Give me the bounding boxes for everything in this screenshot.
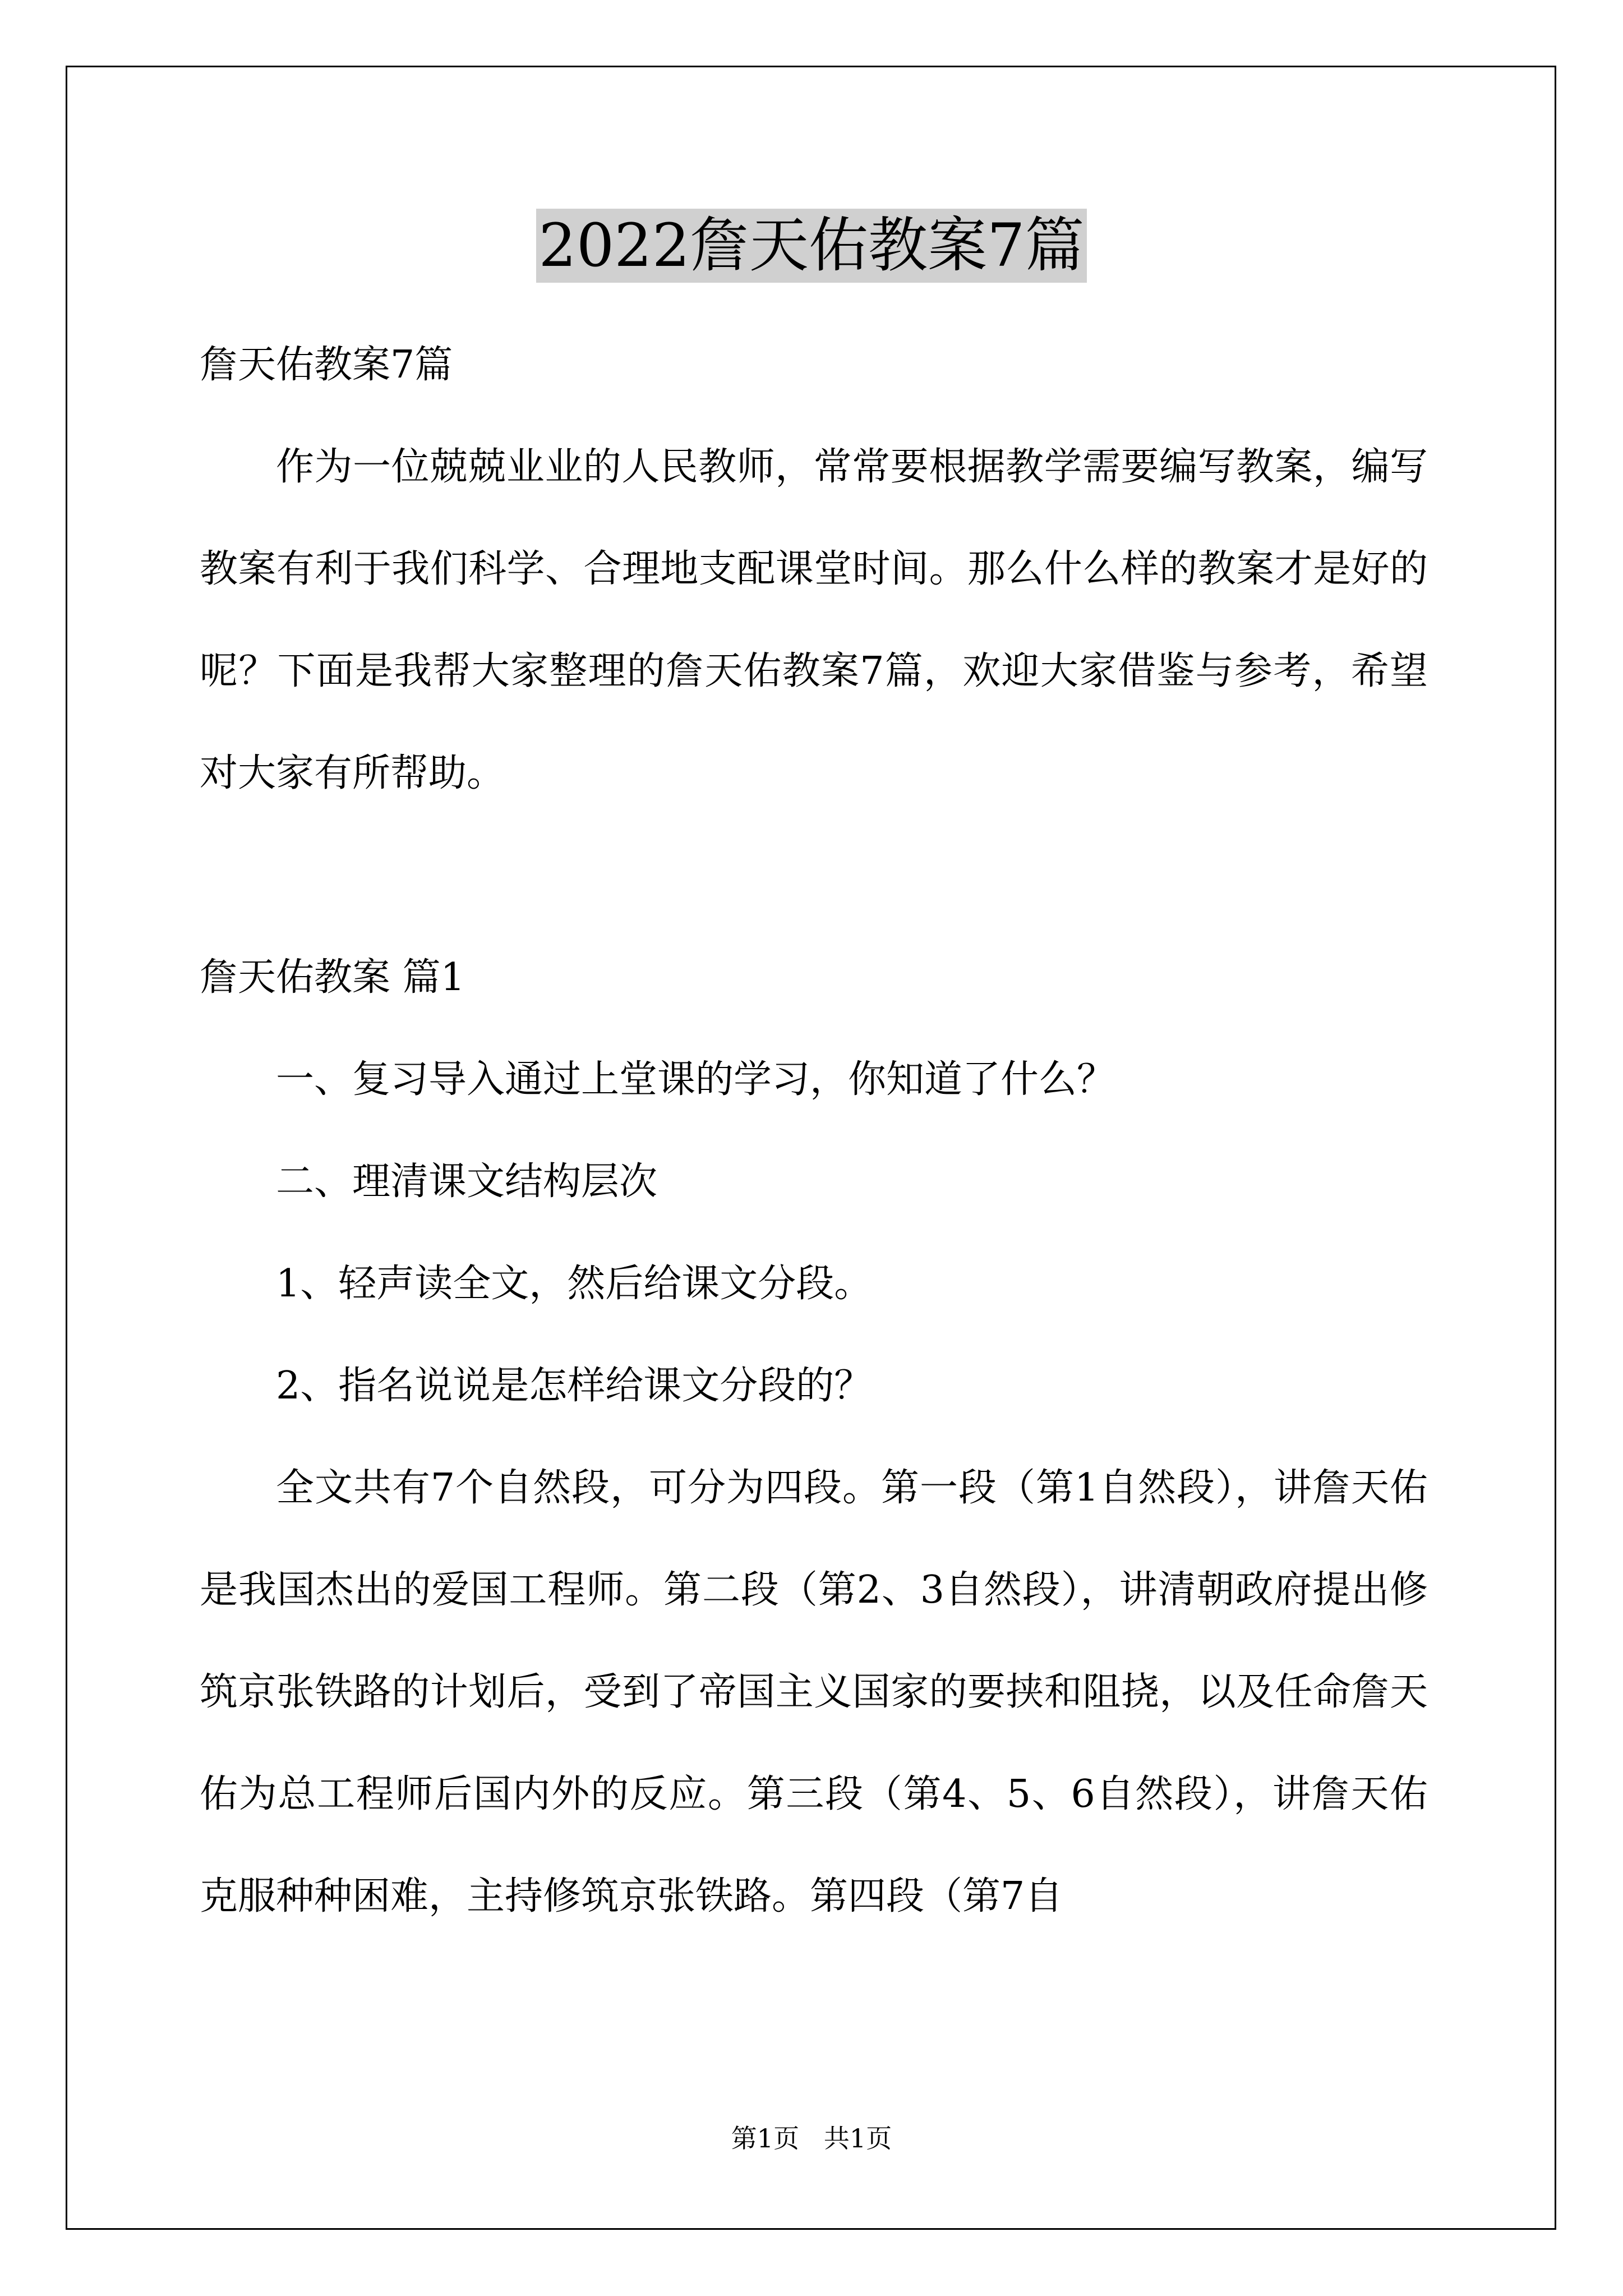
body-paragraph-3: 1、轻声读全文，然后给课文分段。 xyxy=(276,1262,873,1306)
body-paragraph-1: 一、复习导入通过上堂课的学习，你知道了什么？ xyxy=(276,1057,1115,1102)
document-body xyxy=(200,314,1428,1948)
page-footer: 第1页 共1页 xyxy=(731,2123,892,2154)
body-paragraph-5: 全文共有7个自然段，可分为四段。第一段（第1自然段），讲詹天佑是我国杰出的爱国工程师。第二段（第2、3自然段），讲清朝政府提出修筑京张铁路的计划后，受到了帝国主义国家的要挟和阻挠，以及任命詹天佑为总工程师后国内外的反应。第三段（第4、5、6自然段），讲詹天佑克服种种困难，主持修筑京张铁路。第四段（第7自 xyxy=(200,1466,1428,1918)
document-subtitle: 詹天佑教案7篇 xyxy=(200,343,453,387)
body-paragraph-4: 2、指名说说是怎样给课文分段的？ xyxy=(276,1364,873,1408)
body-paragraph-2: 二、理清课文结构层次 xyxy=(276,1159,658,1204)
section-heading: 詹天佑教案 篇1 xyxy=(200,955,465,1000)
document-title xyxy=(0,209,1623,283)
document-title-text: 2022詹天佑教案7篇 xyxy=(536,209,1086,283)
intro-paragraph: 作为一位兢兢业业的人民教师，常常要根据教学需要编写教案，编写教案有利于我们科学、合理地支配课堂时间。那么什么样的教案才是好的呢？下面是我帮大家整理的詹天佑教案7篇，欢迎大家借鉴与参考，希望对大家有所帮助。 xyxy=(200,445,1428,795)
section-gap xyxy=(200,825,1428,927)
